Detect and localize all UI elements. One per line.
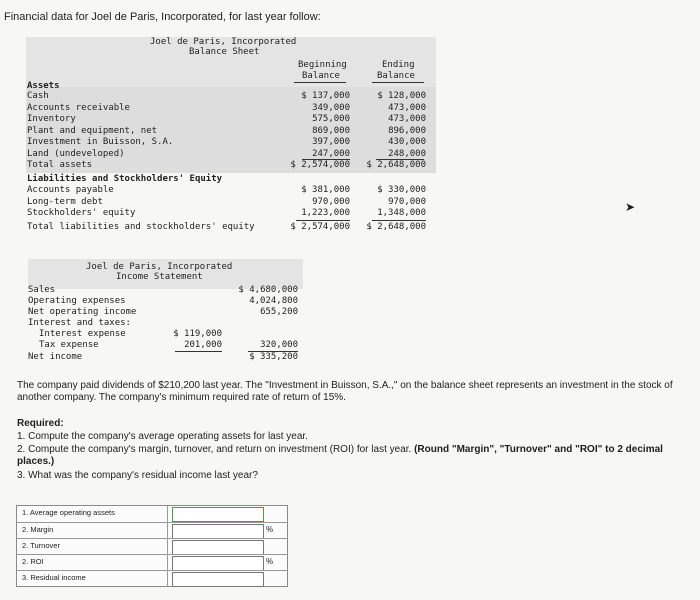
bs-liab-end: 970,000 (388, 196, 426, 207)
answer-row (17, 506, 287, 522)
bs-liab-begin: $ 2,574,000 (290, 221, 350, 232)
is-title: Income Statement (116, 272, 203, 282)
bs-row-begin: 575,000 (312, 114, 350, 124)
bs-liab-end: $ 330,000 (377, 185, 426, 195)
bs-row-end: 896,000 (388, 125, 426, 136)
bs-row-label: Cash (27, 91, 49, 101)
bs-row-end: 430,000 (388, 137, 426, 147)
answer-table (16, 505, 288, 587)
bs-company: Joel de Paris, Incorporated (150, 37, 297, 47)
is-ni-label: Net income (28, 352, 83, 362)
percent-suffix: % (266, 525, 274, 534)
answer-input[interactable] (172, 507, 264, 522)
is-noi-value: 655,200 (260, 307, 298, 317)
required-round-note: (Round "Margin", "Turnover" and "ROI" to 2 decimal places.) (17, 444, 663, 467)
answer-row-label: 3. Residual income (22, 573, 86, 582)
is-int-tax-total: 320,000 (260, 340, 298, 350)
bs-row-begin: $ 2,574,000 (290, 160, 350, 170)
answer-row-label: 2. ROI (22, 557, 44, 566)
bs-row-begin: 869,000 (312, 125, 350, 136)
bs-row-end: 473,000 (388, 102, 426, 113)
required-item-2: 2. Compute the company's margin, turnover, and return on investment (ROI) for last year. (17, 444, 412, 455)
bs-row-begin: 397,000 (312, 137, 350, 147)
bs-row-begin: 349,000 (312, 102, 350, 113)
bs-row-begin: $ 137,000 (301, 91, 350, 101)
answer-input[interactable] (172, 540, 264, 555)
bs-title: Balance Sheet (189, 47, 260, 57)
answer-input[interactable] (172, 556, 264, 571)
is-opex-label: Operating expenses (28, 296, 126, 306)
bs-row-label: Investment in Buisson, S.A. (27, 137, 174, 147)
is-opex-value: 4,024,800 (249, 296, 298, 306)
is-company: Joel de Paris, Incorporated (86, 262, 233, 272)
is-int-tax-label: Interest and taxes: (28, 318, 131, 328)
answer-row-label: 2. Turnover (22, 541, 60, 550)
bs-row-label: Inventory (27, 114, 76, 124)
dividends-paragraph: The company paid dividends of $210,200 last year. The "Investment in Buisson, S.A.," on the balance sheet represents an investment in the stock of another company. The company's minimum required rate of return of 15%. (17, 380, 673, 403)
is-ni-value: $ 335,200 (249, 352, 298, 362)
answer-row (17, 554, 287, 571)
bs-col-end-1: Ending (382, 60, 415, 70)
answer-input[interactable] (172, 524, 264, 539)
is-int-label: Interest expense (39, 329, 126, 339)
bs-row-end: 248,000 (388, 148, 426, 159)
bs-row-label: Plant and equipment, net (27, 125, 158, 136)
bs-row-begin: 247,000 (312, 148, 350, 159)
bs-row-end: $ 128,000 (377, 91, 426, 101)
bs-col-end-2: Balance (377, 71, 415, 81)
bs-col-begin-2: Balance (302, 71, 340, 81)
bs-liab-begin: 970,000 (312, 196, 350, 207)
required-heading: Required: (17, 418, 64, 429)
bs-col-begin-1: Beginning (298, 60, 347, 70)
is-tax-value: 201,000 (184, 340, 222, 350)
bs-row-end: 473,000 (388, 114, 426, 124)
is-int-value: $ 119,000 (173, 329, 222, 339)
required-item-2-wrap (17, 444, 689, 468)
required-item-3: 3. What was the company's residual income last year? (17, 470, 258, 481)
required-item-1: 1. Compute the company's average operating assets for last year. (17, 431, 308, 442)
bs-liab-label: Accounts payable (27, 185, 114, 195)
cursor-arrow-icon: ➤ (625, 200, 636, 214)
bs-liab-label: Long-term debt (27, 196, 103, 207)
is-tax-label: Tax expense (39, 340, 99, 350)
bs-liab-begin: 1,223,000 (301, 208, 350, 218)
answer-row (17, 538, 287, 555)
bs-liab-end: 1,348,000 (377, 208, 426, 218)
answer-row-label: 1. Average operating assets (22, 508, 115, 517)
answer-row-label: 2. Margin (22, 525, 54, 534)
bs-row-end: $ 2,648,000 (366, 160, 426, 170)
bs-liab-label: Total liabilities and stockholders' equity (27, 221, 255, 232)
bs-liab-label: Stockholders' equity (27, 208, 136, 218)
percent-suffix: % (266, 557, 274, 566)
bs-row-label: Total assets (27, 160, 93, 170)
answer-row (17, 570, 287, 587)
bs-row-label: Land (undeveloped) (27, 148, 125, 159)
bs-assets-heading: Assets (27, 81, 60, 91)
bs-liab-end: $ 2,648,000 (366, 221, 426, 232)
is-sales-value: $ 4,680,000 (238, 285, 298, 295)
answer-row (17, 522, 287, 539)
bs-liab-begin: $ 381,000 (301, 185, 350, 195)
bs-liab-heading: Liabilities and Stockholders' Equity (27, 174, 223, 184)
is-sales-label: Sales (28, 285, 56, 295)
answer-input[interactable] (172, 572, 264, 587)
is-noi-label: Net operating income (28, 307, 137, 317)
page-intro: Financial data for Joel de Paris, Incorporated, for last year follow: (4, 11, 321, 23)
bs-row-label: Accounts receivable (27, 102, 130, 113)
